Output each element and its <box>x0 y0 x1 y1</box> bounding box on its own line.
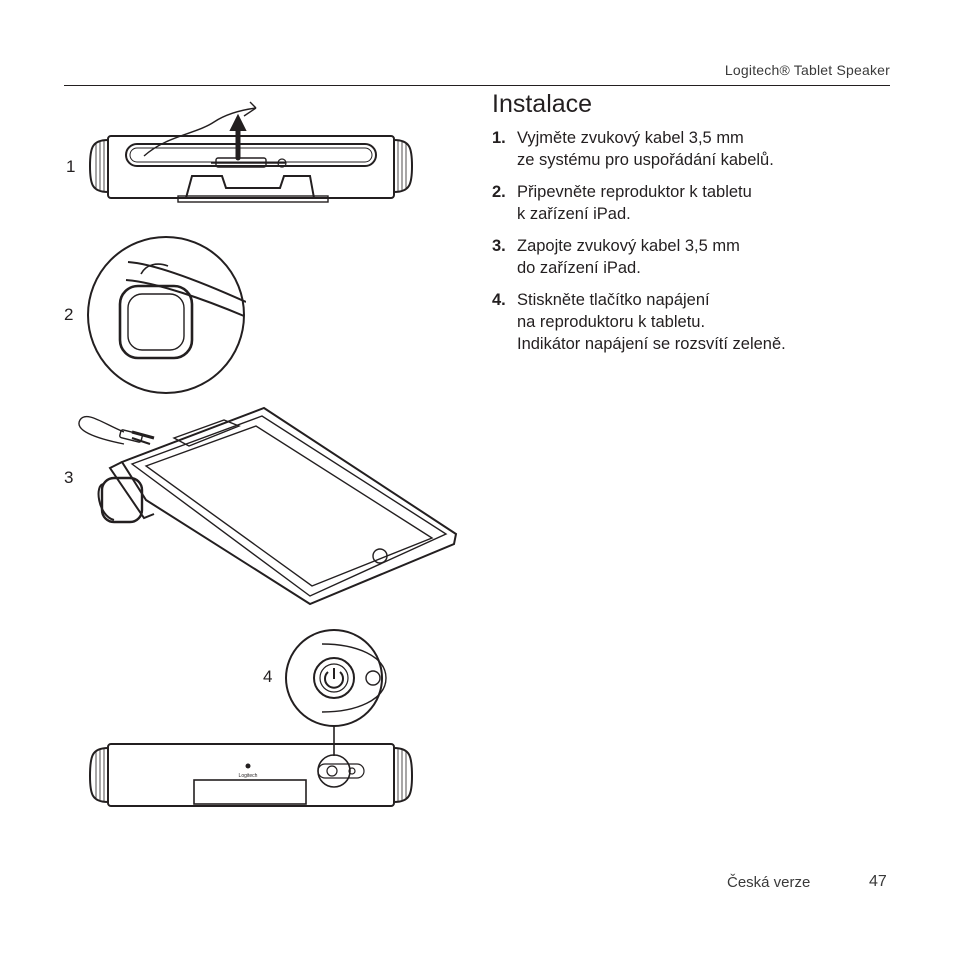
step-4 <box>492 289 892 355</box>
speaker-cable-removal-illustration <box>86 96 416 208</box>
figure-label-4: 4 <box>263 667 273 686</box>
step-text: Zapojte zvukový kabel 3,5 mm do zařízení iPad. <box>517 237 740 277</box>
section-title: Instalace <box>492 90 593 118</box>
speaker-attach-closeup-illustration <box>86 234 246 396</box>
step-text: Vyjměte zvukový kabel 3,5 mm ze systému pro uspořádání kabelů. <box>517 129 774 169</box>
step-1 <box>492 127 892 171</box>
footer-language: Česká verze <box>727 874 811 891</box>
running-header: Logitech® Tablet Speaker <box>724 62 890 78</box>
figure-label-1: 1 <box>66 157 76 176</box>
step-2 <box>492 181 892 225</box>
speaker-power-button-illustration <box>86 628 416 812</box>
step-number: 1. <box>492 129 506 147</box>
instruction-steps <box>492 127 892 365</box>
tablet-with-speaker-illustration <box>74 404 464 610</box>
figure-label-2: 2 <box>64 305 74 324</box>
header-rule <box>64 85 890 86</box>
step-number: 4. <box>492 291 506 309</box>
step-text: Připevněte reproduktor k tabletu k zařízení iPad. <box>517 183 752 223</box>
step-3 <box>492 235 892 279</box>
page-number: 47 <box>869 873 887 890</box>
step-text: Stiskněte tlačítko napájení na reproduktoru k tabletu. Indikátor napájení se rozsvítí zeleně. <box>517 291 786 353</box>
figure-label-3: 3 <box>64 468 74 487</box>
logitech-logo-text: Logitech <box>238 773 258 779</box>
step-number: 2. <box>492 183 506 201</box>
step-number: 3. <box>492 237 506 255</box>
